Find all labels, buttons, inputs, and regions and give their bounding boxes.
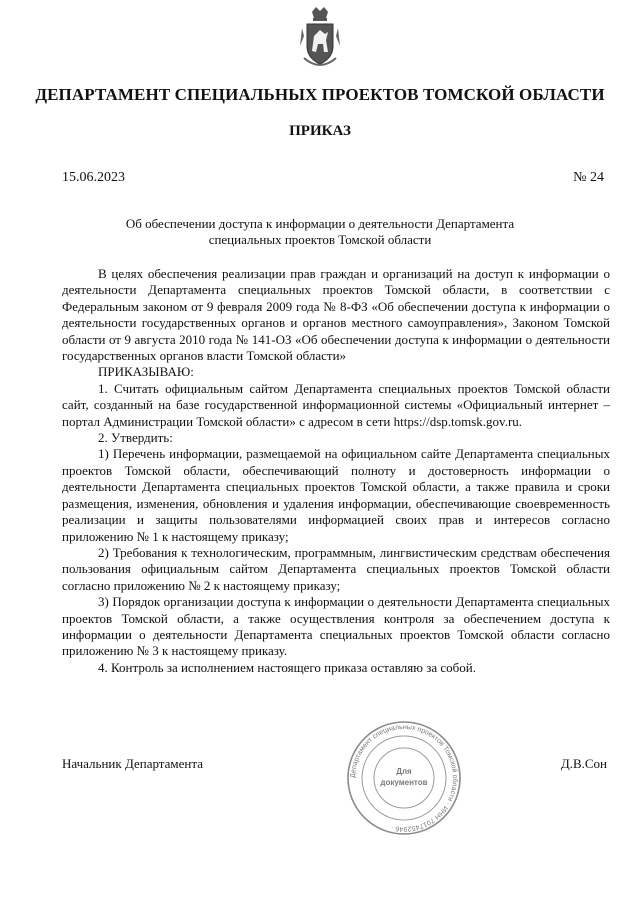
- paragraph-item-4: 4. Контроль за исполнением настоящего приказа оставляю за собой.: [98, 659, 476, 675]
- document-type-title: ПРИКАЗ: [289, 123, 351, 139]
- signatory-position: Начальник Департамента: [62, 756, 203, 771]
- document-body: [62, 266, 610, 676]
- department-title: ДЕПАРТАМЕНТ СПЕЦИАЛЬНЫХ ПРОЕКТОВ ТОМСКОЙ ОБЛАСТИ: [35, 85, 605, 104]
- paragraph-subitem-1: 1) Перечень информации, размещаемой на официальном сайте Департамента специальных проектов Томской области, обеспечивающий полноту и достоверность информации о деятельности Департамента специальных проектов Томской области, а также правила и сроки размещения, изменения, обновления и удаления информации, обеспечивающие своевременность реализации и защиты пользователями информацией своих прав и интересов согласно приложению № 1 к настоящему приказу;: [62, 446, 610, 544]
- signatory-name: Д.В.Сон: [560, 756, 607, 771]
- coat-of-arms-emblem: [298, 6, 342, 72]
- paragraph-item-2: 2. Утвердить:: [98, 430, 173, 446]
- document-number: № 24: [573, 170, 604, 185]
- stamp-center-line2: документов: [380, 778, 428, 787]
- document-subject: Об обеспечении доступа к информации о деятельности Департамента специальных проектов Томской области: [125, 216, 515, 247]
- paragraph-subitem-2: 2) Требования к технологическим, программным, лингвистическим средствам обеспечения пользования официальным сайтом Департамента специальных проектов Томской области согласно приложению № 2 к настоящему приказу;: [62, 544, 610, 593]
- stamp-ring-text: Департамент специальных проектов Томской области · ИНН 7017452946 ·: [349, 723, 459, 833]
- paragraph-preamble: В целях обеспечения реализации прав граждан и организаций на доступ к информации о деятельности Департамента специальных проектов Томской области, в соответствии с Федеральным законом от 9 февраля 2009 года № 8-ФЗ «Об обеспечении доступа к информации о деятельности государственных органов и органов местного самоуправления», Законом Томской области от 9 августа 2010 года № 141-ОЗ «Об обеспечении доступа к информации о деятельности государственных органов власти Томской области»: [62, 266, 610, 364]
- paragraph-item-1: 1. Считать официальным сайтом Департамента специальных проектов Томской области сайт, созданный на базе государственной информационной системы «Официальный интернет – портал Администрации Томской области» с адресом в сети https://dsp.tomsk.gov.ru.: [62, 380, 610, 429]
- official-stamp: [344, 718, 464, 838]
- stamp-center-line1: Для: [396, 767, 412, 776]
- paragraph-order-word: ПРИКАЗЫВАЮ:: [98, 364, 194, 380]
- document-date: 15.06.2023: [62, 170, 125, 185]
- paragraph-subitem-3: 3) Порядок организации доступа к информации о деятельности Департамента специальных проектов Томской области, а также осуществления контроля за обеспечением доступа к информации о деятельности Департамента специальных проектов Томской области согласно приложению № 3 к настоящему приказу.: [62, 594, 610, 659]
